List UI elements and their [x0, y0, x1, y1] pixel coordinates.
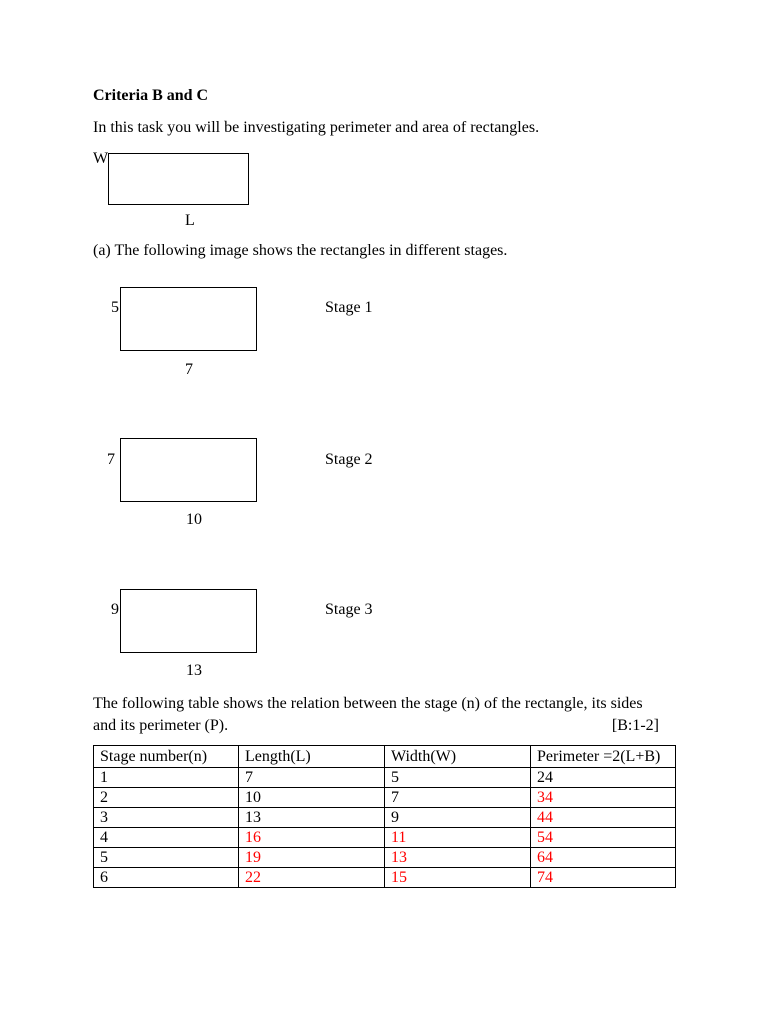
cell-perimeter-answer: 64 [531, 848, 676, 868]
cell-length: 13 [239, 808, 385, 828]
stage-3-label: Stage 3 [325, 601, 373, 618]
header-width: Width(W) [385, 746, 531, 768]
stage-3-length: 13 [186, 662, 202, 679]
stage-table [93, 745, 676, 888]
stage-1-length: 7 [185, 361, 193, 378]
intro-text: In this task you will be investigating perimeter and area of rectangles. [93, 119, 540, 136]
stage-2-label: Stage 2 [325, 451, 373, 468]
table-row [94, 788, 676, 808]
cell-stage: 5 [94, 848, 239, 868]
diagram-rectangle [108, 153, 249, 205]
stage-3-width: 9 [111, 601, 119, 618]
cell-width: 9 [385, 808, 531, 828]
table-row [94, 808, 676, 828]
cell-length-answer: 22 [239, 868, 385, 888]
table-intro-text: The following table shows the relation between the stage (n) of the rectangle, its sides and its perimeter (P). [93, 695, 643, 734]
cell-stage: 3 [94, 808, 239, 828]
heading: Criteria B and C [93, 87, 209, 104]
cell-perimeter-answer: 54 [531, 828, 676, 848]
cell-stage: 6 [94, 868, 239, 888]
cell-perimeter-answer: 44 [531, 808, 676, 828]
header-stage: Stage number(n) [94, 746, 239, 768]
stage-1-width: 5 [111, 299, 119, 316]
cell-stage: 4 [94, 828, 239, 848]
cell-length-answer: 16 [239, 828, 385, 848]
cell-stage: 2 [94, 788, 239, 808]
cell-perimeter: 24 [531, 768, 676, 788]
cell-width-answer: 15 [385, 868, 531, 888]
header-length: Length(L) [239, 746, 385, 768]
criteria-tag: [B:1-2] [611, 717, 659, 734]
stage-2-rectangle [120, 438, 257, 502]
stage-1-label: Stage 1 [325, 299, 373, 316]
table-intro [93, 693, 659, 737]
cell-perimeter-answer: 34 [531, 788, 676, 808]
stage-1-rectangle [120, 287, 257, 351]
stage-3-rectangle [120, 589, 257, 653]
diagram-length-label: L [185, 212, 195, 229]
cell-width: 5 [385, 768, 531, 788]
cell-length: 7 [239, 768, 385, 788]
cell-perimeter-answer: 74 [531, 868, 676, 888]
part-a-text: (a) The following image shows the rectangles in different stages. [93, 242, 508, 259]
table-row [94, 828, 676, 848]
cell-width: 7 [385, 788, 531, 808]
table-row [94, 768, 676, 788]
diagram-width-label: W [93, 150, 109, 167]
stage-2-length: 10 [186, 511, 202, 528]
stage-2-width: 7 [107, 451, 115, 468]
table-row [94, 868, 676, 888]
table-row [94, 848, 676, 868]
cell-length: 10 [239, 788, 385, 808]
cell-width-answer: 13 [385, 848, 531, 868]
cell-width-answer: 11 [385, 828, 531, 848]
header-perimeter: Perimeter =2(L+B) [531, 746, 676, 768]
cell-length-answer: 19 [239, 848, 385, 868]
cell-stage: 1 [94, 768, 239, 788]
table-header-row [94, 746, 676, 768]
